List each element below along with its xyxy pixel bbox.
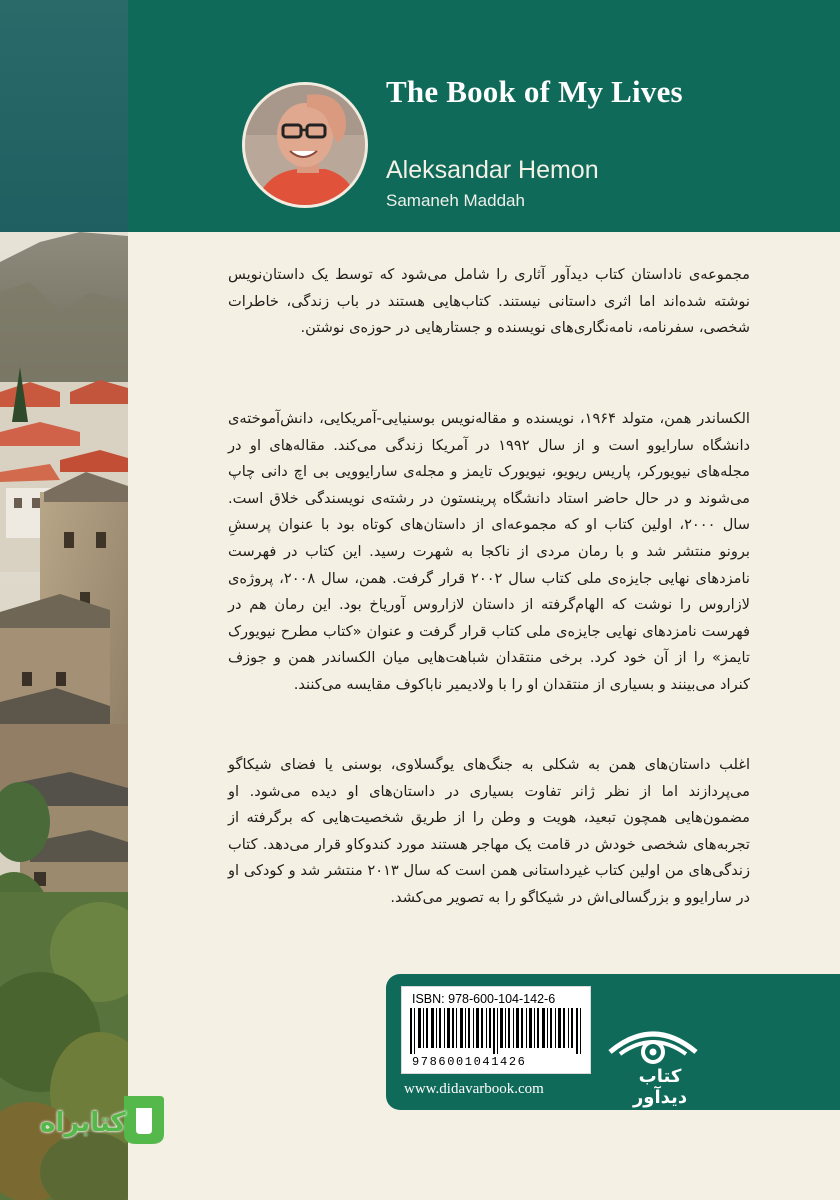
series-description-paragraph: مجموعه‌ی ناداستان کتاب دیدآور آثاری را شامل می‌شود که توسط یک داستان‌نویس نوشته شده‌اند اما اثری داستانی نیستند. کتاب‌هایی هستند در باب زندگی، خاطرات شخصی، سفرنامه، نامه‌نگاری‌های نویسنده و جستارهایی در حوزه‌ی نوشتن. [228,266,750,337]
publisher-name: کتاب دیدآور [632,1066,688,1108]
author-name: Aleksandar Hemon [386,156,599,184]
town-photo [0,232,128,1200]
isbn-label: ISBN: 978-600-104-142-6 [412,992,556,1006]
publisher-website-link[interactable]: www.didavarbook.com [404,1081,544,1097]
barcode-digits: 9786001041426 [412,1055,527,1069]
book-title: The Book of My Lives [386,74,683,109]
translator-name: Samaneh Maddah [386,191,525,210]
author-bio-paragraph: الکساندر همن، متولد ۱۹۶۴، نویسنده و مقاله‌نویس بوسنیایی-آمریکایی، دانش‌آموخته‌ی دانشگاه سارایوو است و از سال ۱۹۹۲ در آمریکا زندگی می‌کند. مقاله‌های او در مجله‌های نیویورکر، پاریس ریویو، نیویورک تایمز و مجله‌ی سارایوویی بی اچ دانی چاپ می‌شوند و در حال حاضر استاد دانشگاه پرینستون در رشته‌ی نویسندگی خلاق است. سال ۲۰۰۰، اولین کتاب او که مجموعه‌ای از داستان‌های کوتاه بود با عنوان پرسشِ برونو منتشر شد و با رمان مردی از ناکجا به شهرت رسید. این کتاب در فهرست نامزدهای نهایی جایزه‌ی ملی کتاب سال ۲۰۰۲ قرار گرفت. همن، سال ۲۰۰۸، پروژه‌ی لازاروس را نوشت که الهام‌گرفته از داستان لازاروس آوریاخ بود. این رمان هم در فهرست نامزدهای نهایی جایزه‌ی ملی کتاب قرار گرفت و عنوان «کتاب مطرح نیویورک تایمز» را از آن خود کرد. برخی منتقدان شباهت‌هایی میان الکساندر همن و جوزف کنراد می‌بینند و بسیاری از منتقدان او را با ولادیمیر ناباکوف مقایسه می‌کنند. [228,410,750,693]
publisher-eye-icon [606,1024,700,1064]
book-themes-paragraph: اغلب داستان‌های همن به شکلی به جنگ‌های یوگسلاوی، بوسنی یا فضای شیکاگو می‌پردازند اما از نظر ژانر تفاوت بسیاری در داستان‌های او دیده می‌شود. او مضمون‌هایی همچون تبعید، هویت و وطن را از طریق شخصیت‌هایی که برگرفته از تجربه‌های شخصی خودش در قامت یک مهاجر هستند مورد کندوکاو قرار می‌دهد. کتاب زندگی‌های من اولین کتاب غیرداستانی همن است که سال ۲۰۱۳ منتشر شد و کودکی او در سارایوو و بزرگسالی‌اش در شیکاگو را به تصویر می‌کشد. [228,756,750,906]
author-portrait [242,82,368,208]
header-side-strip [0,0,128,232]
barcode [408,1008,584,1054]
store-name: کتابراه [40,1108,126,1138]
